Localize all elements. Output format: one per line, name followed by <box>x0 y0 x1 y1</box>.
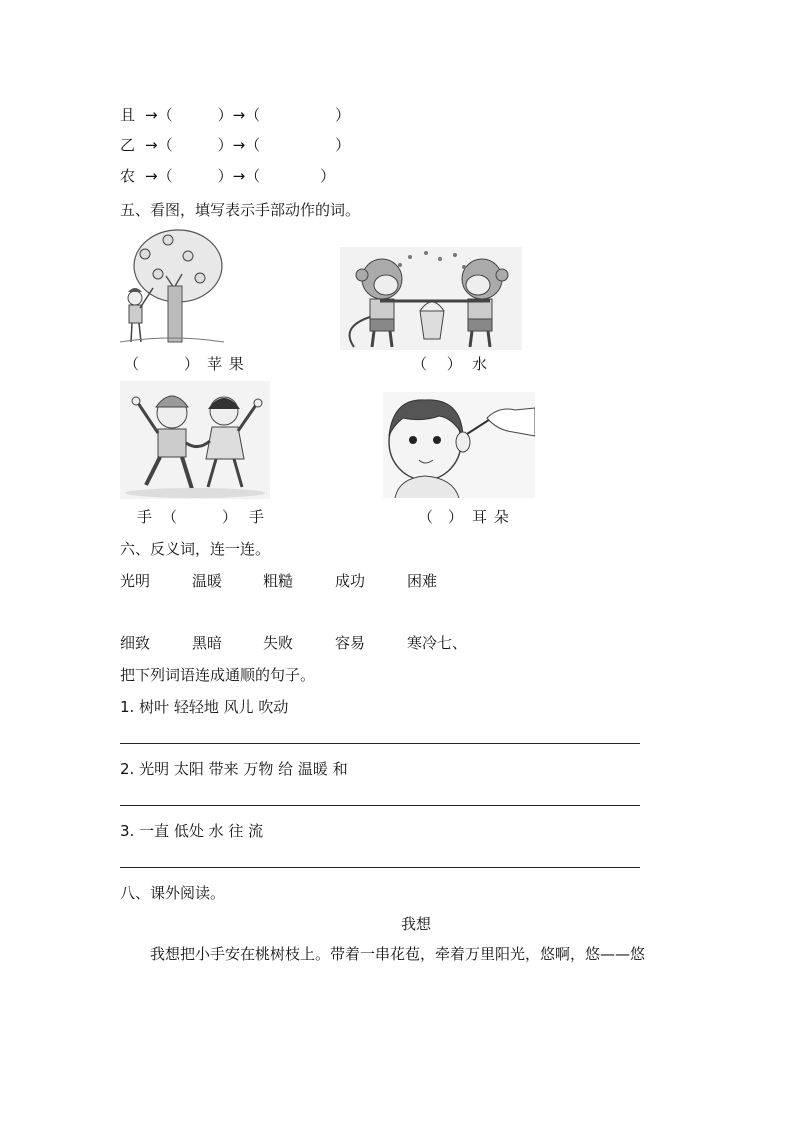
sentence-prompt-2: 2. 光明 太阳 带来 万物 给 温暖 和 <box>120 760 348 778</box>
apple-tree-picture <box>120 226 224 344</box>
boy-ear-picture <box>383 392 535 498</box>
section8-heading: 八、课外阅读。 <box>120 884 226 902</box>
section6-heading: 六、反义词，连一连。 <box>120 540 271 558</box>
antonym-word: 成功 <box>335 572 366 590</box>
word-ear: 耳 朵 <box>472 508 510 526</box>
antonym-word: 困难 <box>407 572 438 590</box>
blank-ear: （ ） <box>418 508 464 526</box>
sentence-prompt-1: 1. 树叶 轻轻地 风儿 吹动 <box>120 698 289 716</box>
blank-carry-water: （ ） <box>412 355 462 373</box>
chain-char: 乙 <box>120 136 136 154</box>
blank-hand-in-hand: （ ） <box>162 508 238 526</box>
section5-heading: 五、看图，填写表示手部动作的词。 <box>120 201 361 219</box>
antonym-word: 容易 <box>335 634 366 652</box>
monkeys-carry-water-picture <box>340 247 522 350</box>
chain-blanks: →（ ）→（ ） <box>145 167 336 185</box>
word-water: 水 <box>472 355 488 373</box>
prefix-hand: 手 <box>137 508 153 526</box>
antonym-word: 寒冷七、 <box>407 634 468 652</box>
chain-blanks: →（ ）→（ ） <box>145 136 351 154</box>
chain-char: 农 <box>120 167 136 185</box>
reading-paragraph: 我想把小手安在桃树枝上。带着一串花苞，牵着万里阳光，悠啊，悠——悠 <box>150 945 646 963</box>
blank-pick-apples: （ ） <box>124 355 200 373</box>
chain-blanks: →（ ）→（ ） <box>145 106 351 124</box>
answer-line-3[interactable] <box>120 867 640 868</box>
antonym-word: 黑暗 <box>192 634 223 652</box>
reading-title: 我想 <box>401 915 432 933</box>
answer-line-2[interactable] <box>120 805 640 806</box>
sentence-prompt-3: 3. 一直 低处 水 往 流 <box>120 822 264 840</box>
antonym-word: 光明 <box>120 572 151 590</box>
section7-heading: 把下列词语连成通顺的句子。 <box>120 666 316 684</box>
chain-char: 且 <box>120 106 136 124</box>
antonym-word: 温暖 <box>192 572 223 590</box>
children-hand-in-hand-picture <box>120 381 270 499</box>
antonym-word: 失败 <box>263 634 294 652</box>
antonym-word: 粗糙 <box>263 572 294 590</box>
word-hand: 手 <box>249 508 265 526</box>
antonym-word: 细致 <box>120 634 151 652</box>
answer-line-1[interactable] <box>120 743 640 744</box>
word-apples: 苹 果 <box>207 355 245 373</box>
